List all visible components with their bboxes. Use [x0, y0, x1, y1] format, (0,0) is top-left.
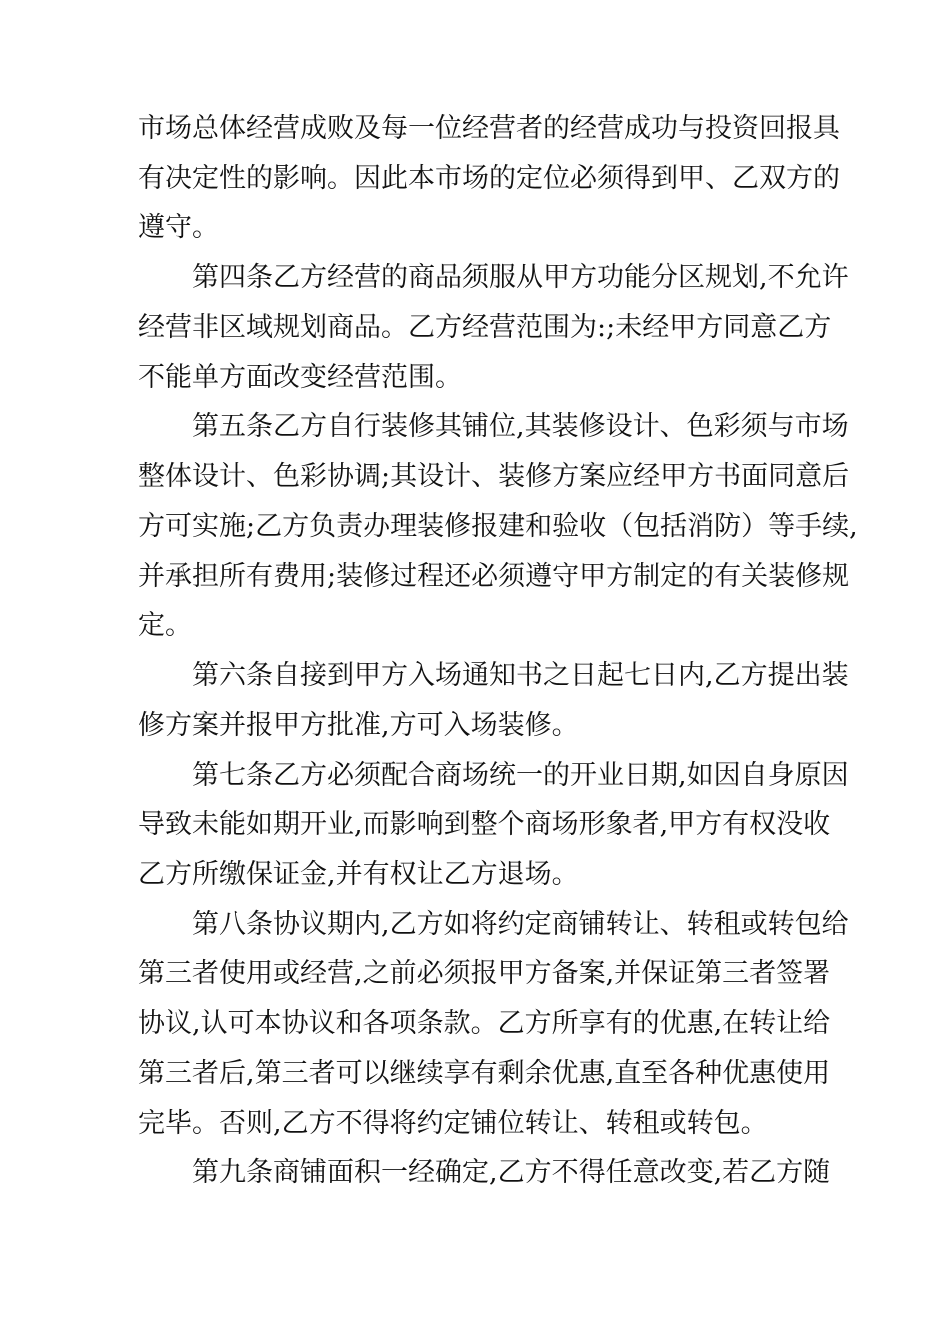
paragraph-start-line: 第六条自接到甲方入场通知书之日起七日内,乙方提出装	[192, 660, 849, 691]
paragraph-start-line: 第七条乙方必须配合商场统一的开业日期,如因自身原因	[192, 760, 849, 791]
paragraph-start-line: 第九条商铺面积一经确定,乙方不得任意改变,若乙方随	[192, 1157, 831, 1188]
paragraph-start-line: 第四条乙方经营的商品须服从甲方功能分区规划,不允许	[192, 262, 849, 293]
text-line: 整体设计、色彩协调;其设计、装修方案应经甲方书面同意后	[138, 461, 850, 492]
text-line: 协议,认可本协议和各项条款。乙方所享有的优惠,在转让给	[138, 1008, 831, 1039]
text-line: 第三者后,第三者可以继续享有剩余优惠,直至各种优惠使用	[138, 1058, 831, 1089]
text-line: 遵守。	[138, 212, 219, 243]
text-line: 有决定性的影响。因此本市场的定位必须得到甲、乙双方的	[138, 163, 840, 194]
text-line: 导致未能如期开业,而影响到整个商场形象者,甲方有权没收	[138, 809, 831, 840]
text-line: 乙方所缴保证金,并有权让乙方退场。	[138, 859, 579, 890]
text-line: 修方案并报甲方批准,方可入场装修。	[138, 710, 579, 741]
paragraph-start-line: 第八条协议期内,乙方如将约定商铺转让、转租或转包给	[192, 909, 849, 940]
text-line: 定。	[138, 610, 192, 641]
text-line: 不能单方面改变经营范围。	[138, 362, 462, 393]
text-line: 方可实施;乙方负责办理装修报建和验收（包括消防）等手续,	[138, 511, 858, 542]
text-line: 并承担所有费用;装修过程还必须遵守甲方制定的有关装修规	[138, 561, 850, 592]
text-line: 经营非区域规划商品。乙方经营范围为:;未经甲方同意乙方	[138, 312, 832, 343]
text-line: 市场总体经营成败及每一位经营者的经营成功与投资回报具	[138, 113, 840, 144]
text-line: 完毕。否则,乙方不得将约定铺位转让、转租或转包。	[138, 1108, 768, 1139]
text-line: 第三者使用或经营,之前必须报甲方备案,并保证第三者签署	[138, 958, 831, 989]
paragraph-start-line: 第五条乙方自行装修其铺位,其装修设计、色彩须与市场	[192, 411, 849, 442]
